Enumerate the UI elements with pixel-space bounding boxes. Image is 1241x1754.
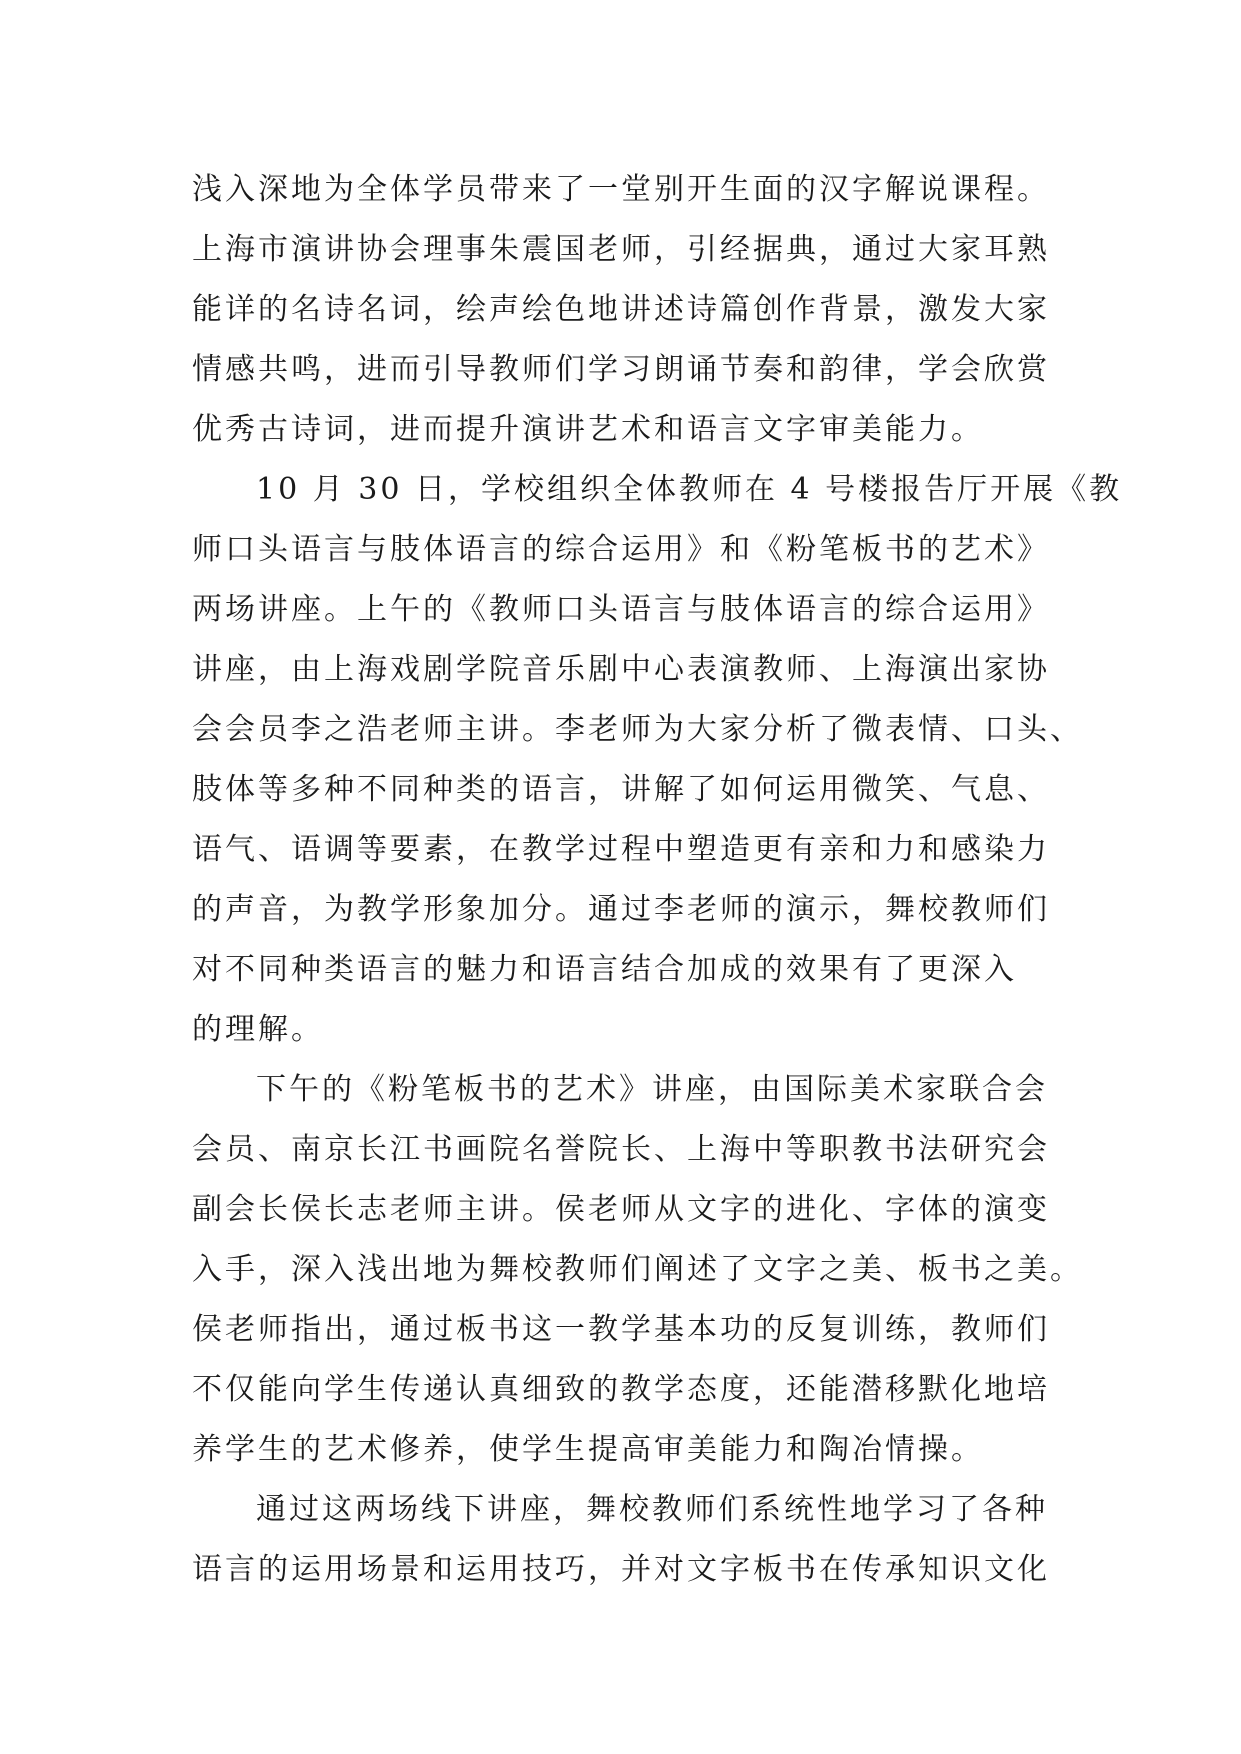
text-line: 语气、语调等要素，在教学过程中塑造更有亲和力和感染力 bbox=[192, 832, 1050, 867]
text-line: 师口头语言与肢体语言的综合运用》和《粉笔板书的艺术》 bbox=[192, 532, 1050, 567]
text-line: 优秀古诗词，进而提升演讲艺术和语言文字审美能力。 bbox=[192, 412, 984, 447]
text-line: 养学生的艺术修养，使学生提高审美能力和陶冶情操。 bbox=[192, 1432, 984, 1467]
text-line: 肢体等多种不同种类的语言，讲解了如何运用微笑、气息、 bbox=[192, 772, 1050, 807]
text-line: 能详的名诗名词，绘声绘色地讲述诗篇创作背景，激发大家 bbox=[192, 292, 1050, 327]
text-line: 的声音，为教学形象加分。通过李老师的演示，舞校教师们 bbox=[192, 892, 1050, 927]
body-text bbox=[192, 160, 1123, 1600]
text-line: 上海市演讲协会理事朱震国老师，引经据典，通过大家耳熟 bbox=[192, 232, 1050, 267]
text-line: 下午的《粉笔板书的艺术》讲座，由国际美术家联合会 bbox=[256, 1072, 1048, 1107]
paragraph-1 bbox=[192, 160, 1072, 460]
text-line: 对不同种类语言的魅力和语言结合加成的效果有了更深入 bbox=[192, 952, 1017, 987]
text-line: 语言的运用场景和运用技巧，并对文字板书在传承知识文化 bbox=[192, 1552, 1050, 1587]
paragraph-2 bbox=[192, 460, 1123, 1060]
text-line: 浅入深地为全体学员带来了一堂别开生面的汉字解说课程。 bbox=[192, 172, 1050, 207]
text-line: 两场讲座。上午的《教师口头语言与肢体语言的综合运用》 bbox=[192, 592, 1050, 627]
text-line: 会员、南京长江书画院名誉院长、上海中等职教书法研究会 bbox=[192, 1132, 1050, 1167]
text-line: 通过这两场线下讲座，舞校教师们系统性地学习了各种 bbox=[256, 1492, 1048, 1527]
text-line: 情感共鸣，进而引导教师们学习朗诵节奏和韵律，学会欣赏 bbox=[192, 352, 1050, 387]
paragraph-3 bbox=[192, 1060, 1083, 1480]
text-line: 侯老师指出，通过板书这一教学基本功的反复训练，教师们 bbox=[192, 1312, 1050, 1347]
text-line: 入手，深入浅出地为舞校教师们阐述了文字之美、板书之美。 bbox=[192, 1252, 1083, 1287]
paragraph-4 bbox=[192, 1480, 1072, 1600]
text-line: 10 月 30 日，学校组织全体教师在 4 号楼报告厅开展《教 bbox=[256, 472, 1123, 507]
text-line: 副会长侯长志老师主讲。侯老师从文字的进化、字体的演变 bbox=[192, 1192, 1050, 1227]
text-line: 的理解。 bbox=[192, 1012, 324, 1047]
text-line: 会会员李之浩老师主讲。李老师为大家分析了微表情、口头、 bbox=[192, 712, 1083, 747]
text-line: 讲座，由上海戏剧学院音乐剧中心表演教师、上海演出家协 bbox=[192, 652, 1050, 687]
text-line: 不仅能向学生传递认真细致的教学态度，还能潜移默化地培 bbox=[192, 1372, 1050, 1407]
